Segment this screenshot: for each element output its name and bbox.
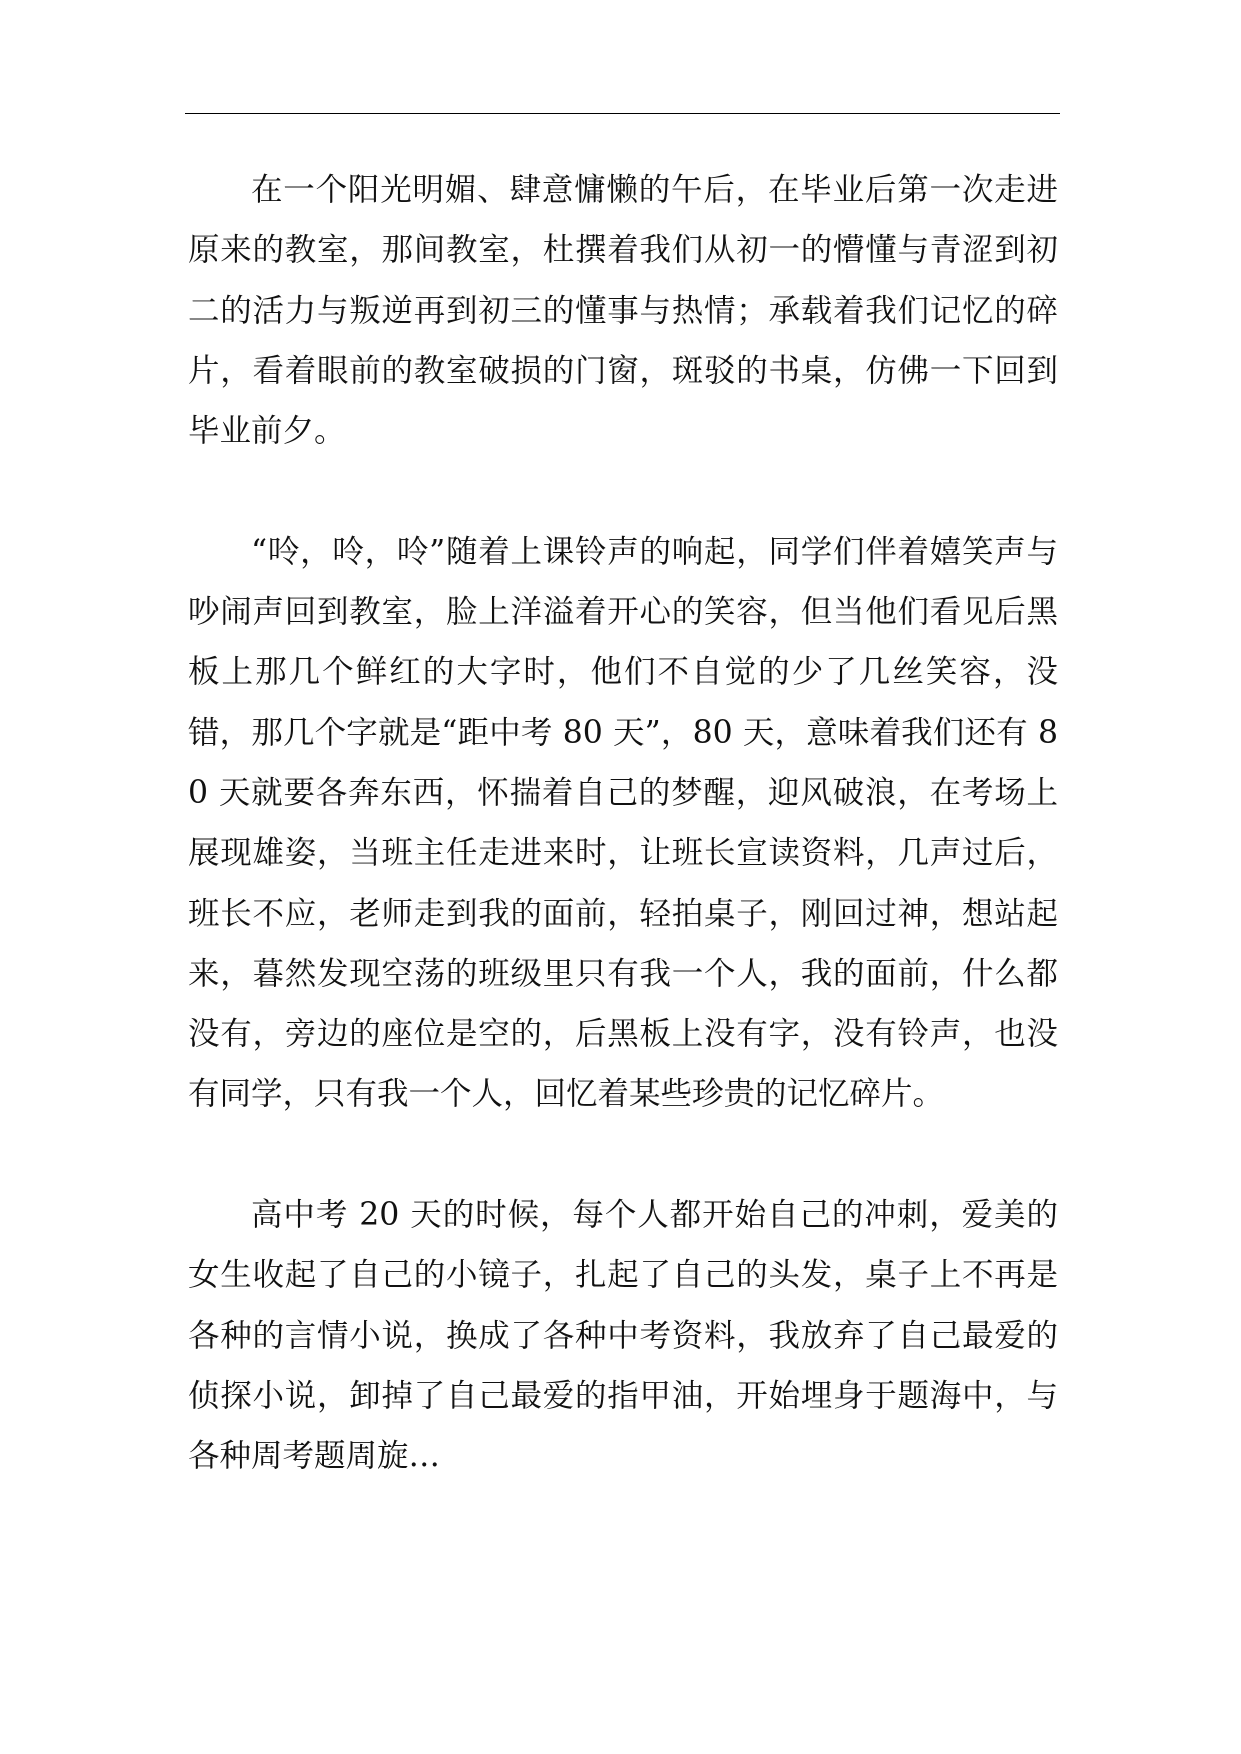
header-rule	[185, 113, 1060, 114]
paragraph-3: 高中考 20 天的时候，每个人都开始自己的冲刺，爱美的女生收起了自己的小镜子，扎起了自己的头发，桌子上不再是各种的言情小说，换成了各种中考资料，我放弃了自己最爱的侦探小说，卸掉了自己最爱的指甲油，开始埋身于题海中，与各种周考题周旋…	[188, 1197, 1058, 1475]
paragraph-1: 在一个阳光明媚、肆意慵懒的午后，在毕业后第一次走进原来的教室，那间教室，杜撰着我们从初一的懵懂与青涩到初二的活力与叛逆再到初三的懂事与热情；承载着我们记忆的碎片，看着眼前的教室破损的门窗，斑驳的书桌，仿佛一下回到毕业前夕。	[188, 172, 1058, 450]
paragraph-2: “呤，呤，呤”随着上课铃声的响起，同学们伴着嬉笑声与吵闹声回到教室，脸上洋溢着开心的笑容，但当他们看见后黑板上那几个鲜红的大字时，他们不自觉的少了几丝笑容，没错，那几个字就是“距中考 80 天”，80 天，意味着我们还有 80 天就要各奔东西，怀揣着自己的梦醒，迎风破浪，在考场上展现雄姿，当班主任走进来时，让班长宣读资料，几声过后，班长不应，老师走到我的面前，轻拍桌子，刚回过神，想站起来，暮然发现空荡的班级里只有我一个人，我的面前，什么都没有，旁边的座位是空的，后黑板上没有字，没有铃声，也没有同学，只有我一个人，回忆着某些珍贵的记忆碎片。	[188, 533, 1058, 1113]
document-body	[188, 160, 1058, 1487]
